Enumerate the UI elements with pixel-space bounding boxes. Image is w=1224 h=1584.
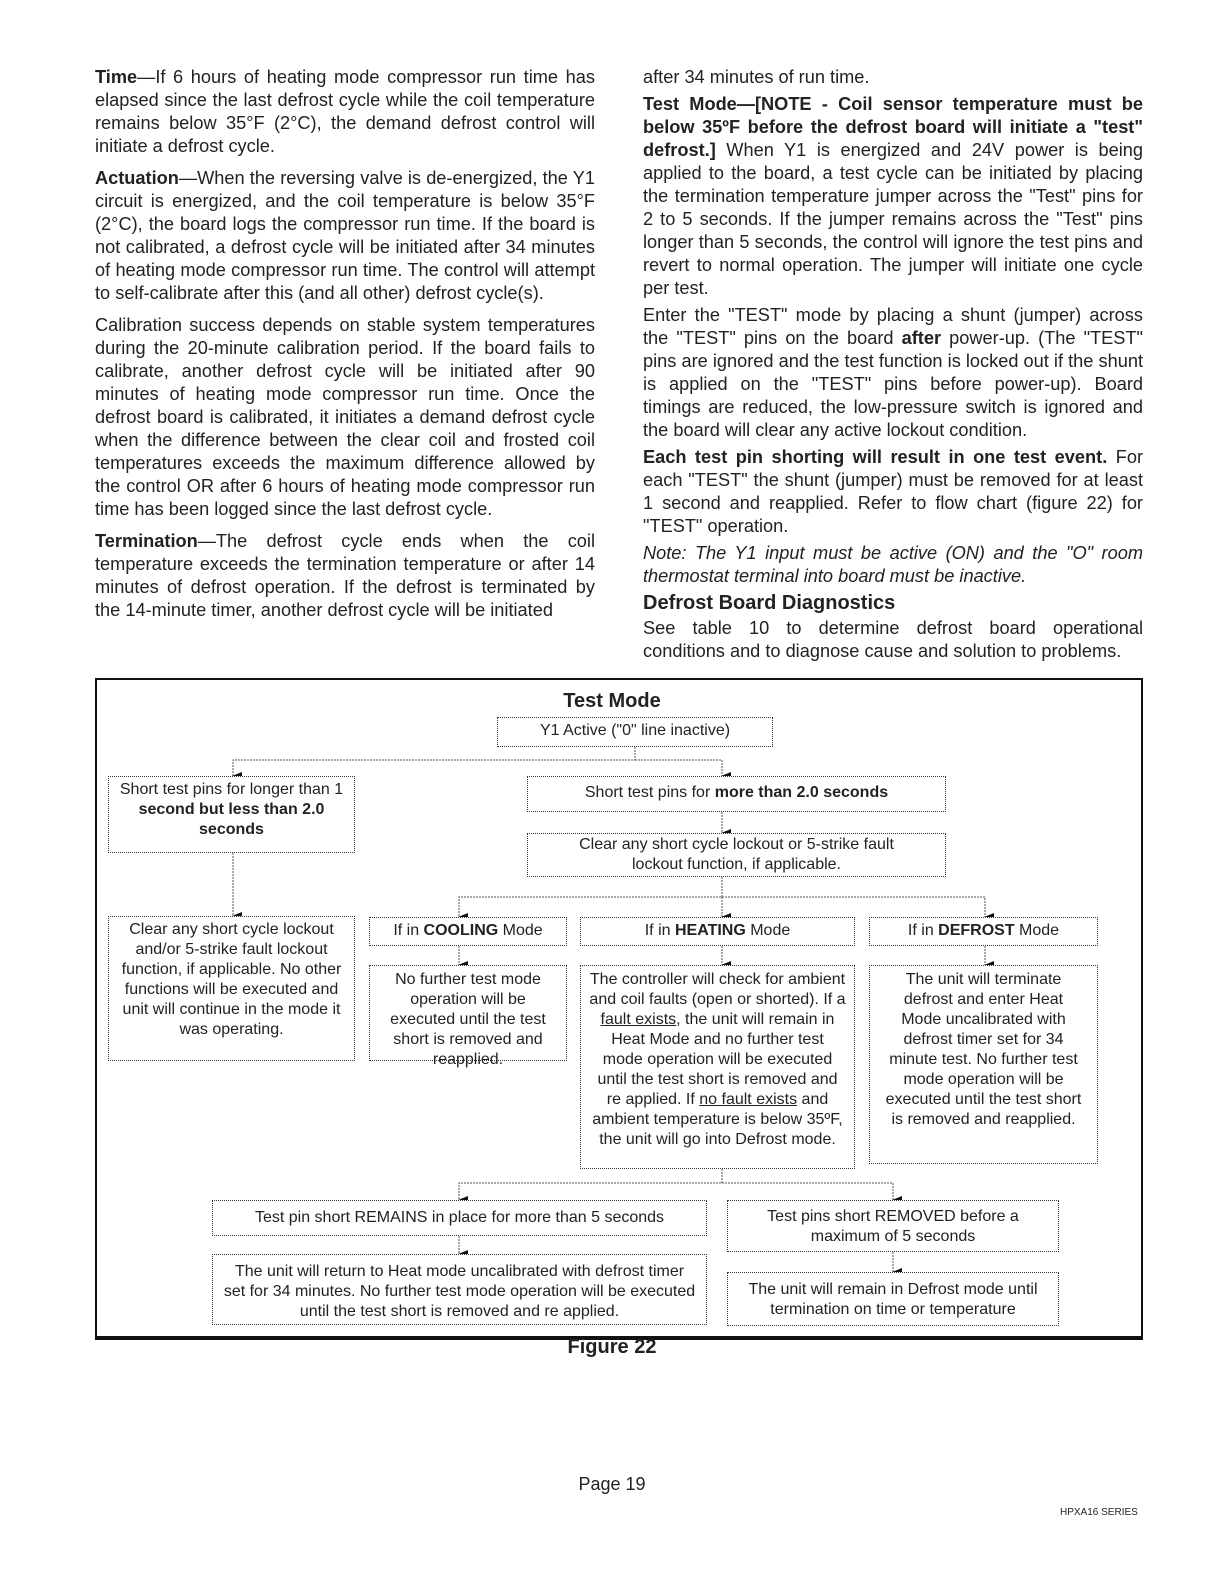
box-short-1-to-2s	[108, 776, 355, 853]
lead: Time	[95, 67, 138, 87]
box-clear-lockout-continue: Clear any short cycle lockout and/or 5-strike fault lockout function, if applicable. No other functions will be executed and unit will continue in the mode it was operating.	[108, 916, 355, 1061]
box-short-removed: Test pins short REMOVED before a maximum of 5 seconds	[727, 1200, 1059, 1252]
page-number: Page 19	[578, 1474, 646, 1494]
lead: Test Mode—[NOTE - Coil sensor temperature must be below 35ºF before the defrost board will initiate a "test" defrost.]	[643, 94, 1143, 160]
box-remain-defrost: The unit will remain in Defrost mode until termination on time or temperature	[727, 1272, 1059, 1326]
text: Short test pins for longer than 1	[119, 781, 344, 798]
box-short-remains: Test pin short REMAINS in place for more than 5 seconds	[212, 1200, 707, 1236]
box-clear-lockout: Clear any short cycle lockout or 5-strike fault lockout function, if applicable.	[527, 833, 946, 877]
box-cooling-result: No further test mode operation will be executed until the test short is removed and reapplied.	[369, 965, 567, 1061]
underlined-text: fault exists	[600, 1011, 677, 1028]
paragraph-continued: after 34 minutes of run time.	[643, 67, 870, 87]
lead: Actuation	[95, 168, 179, 188]
note: Note: The Y1 input must be active (ON) and the "O" room thermostat terminal into board must be inactive.	[643, 543, 1143, 586]
text: If in	[393, 922, 424, 939]
text: Mode	[745, 922, 791, 939]
text: Short test pins for	[584, 784, 715, 801]
bold: second but less than 2.0 seconds	[138, 801, 325, 838]
underlined-text: no fault exists	[699, 1091, 798, 1108]
box-cooling-mode	[369, 917, 567, 946]
text: When Y1 is energized and 24V power is being applied to the board, a test cycle can be initiated by placing the termination temperature jumper across the "Test" pins for 2 to 5 seconds. If the jumper remains across the "Test" pins longer than 5 seconds, the control will ignore the test pins and revert to normal operation. The jumper will initiate one cycle per test.	[643, 140, 1143, 298]
text: Enter the "TEST" mode by placing a shunt (jumper) across the "TEST" pins on the board	[643, 305, 1143, 348]
series-label: HPXA16 SERIES	[1060, 1507, 1138, 1518]
figure-caption: Figure 22	[567, 1336, 657, 1358]
section-heading: Defrost Board Diagnostics	[643, 592, 896, 614]
box-return-heat: The unit will return to Heat mode uncalibrated with defrost timer set for 34 minutes. No further test mode operation will be executed until the test short is removed and re applied.	[212, 1254, 707, 1325]
lead: Each test pin shorting will result in one test event.	[643, 447, 1108, 467]
bold: COOLING	[423, 922, 499, 939]
lead: Termination	[95, 531, 198, 551]
box-defrost-mode	[869, 917, 1098, 946]
box-short-over-2s	[527, 776, 946, 812]
box-heating-result	[580, 965, 855, 1169]
bold: HEATING	[674, 922, 746, 939]
text: For each "TEST" the shunt (jumper) must be removed for at least 1 second and reapplied. Refer to flow chart (figure 22) for "TEST" operation.	[643, 447, 1143, 536]
bold: DEFROST	[938, 922, 1015, 939]
text: —The defrost cycle ends when the coil temperature exceeds the termination temperature or after 14 minutes of defrost operation. If the defrost is terminated by the 14-minute timer, another defrost cycle will be initiated	[95, 531, 595, 620]
text: Mode	[1014, 922, 1060, 939]
box-heating-mode	[580, 917, 855, 946]
text: If in	[907, 922, 939, 939]
paragraph-diagnostics: See table 10 to determine defrost board operational conditions and to diagnose cause and solution to problems.	[643, 618, 1143, 661]
box-defrost-result: The unit will terminate defrost and enter Heat Mode uncalibrated with defrost timer set for 34 minute test. No further test mode operation will be executed until the test short is removed and reapplied.	[869, 965, 1098, 1164]
text: power-up. (The "TEST" pins are ignored and the test function is locked out if the shunt is applied on the "TEST" pins before power-up). Board timings are reduced, the low-pressure switch is ignored and the board will clear any active lockout condition.	[643, 328, 1144, 440]
text: and ambient temperature is below 35ºF, the unit will go into Defrost mode.	[592, 1091, 843, 1148]
box-y1-active: Y1 Active ("0" line inactive)	[497, 717, 773, 747]
bold: after	[901, 328, 942, 348]
text: —If 6 hours of heating mode compressor run time has elapsed since the last defrost cycle while the coil temperature remains below 35°F (2°C), the demand defrost control will initiate a defrost cycle.	[95, 67, 595, 156]
flowchart-title: Test Mode	[563, 690, 661, 712]
paragraph-calibration: Calibration success depends on stable system temperatures during the 20-minute calibration period. If the board fails to calibrate, another defrost cycle will be initiated after 90 minutes of heating mode compressor run time. Once the defrost board is calibrated, it initiates a demand defrost cycle when the difference between the clear coil and frosted coil temperatures exceeds the maximum difference allowed by the control OR after 6 hours of heating mode compressor run time has been logged since the last defrost cycle.	[95, 315, 595, 519]
text: The controller will check for ambient and coil faults (open or shorted). If a	[589, 971, 846, 1008]
bold: more than 2.0 seconds	[714, 784, 889, 801]
text: If in	[644, 922, 675, 939]
text: Mode	[498, 922, 543, 939]
text: —When the reversing valve is de-energized, the Y1 circuit is energized, and the coil temperature is below 35°F (2°C), the board logs the compressor run time. If the board is not calibrated, a defrost cycle will be initiated after 34 minutes of heating mode compressor run time. The control will attempt to self-calibrate after this (and all other) defrost cycle(s).	[95, 168, 595, 303]
text: , the unit will remain in Heat Mode and no further test mode operation will be executed until the test short is removed and re applied. If	[597, 1011, 838, 1108]
